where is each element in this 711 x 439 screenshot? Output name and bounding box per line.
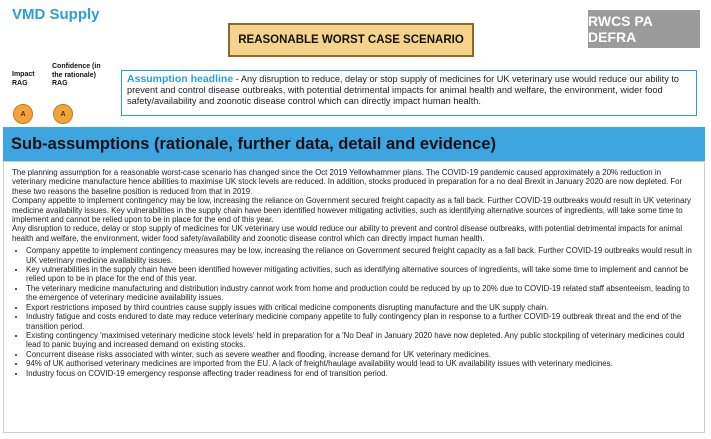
sub-assumptions-heading: Sub-assumptions (rationale, further data, detail and evidence) [3, 127, 705, 161]
evidence-item: • Industry fatigue and costs endured to date may reduce veterinary medicine company appetite to fully contingency plan in response to a further COVID-19 outbreak threat and the end of the transition period. [26, 312, 696, 331]
rationale-paragraph: Company appetite to implement contingency may be low, increasing the reliance on Government secured freight capacity as a fall back. Further COVID-19 outbreaks would result in UK veterinary medicine availability issues. Key vulnerabilities in the supply chain have been identified however mitigating activities, such as identifying alternative sources of ingredients, will take some time to implement and cannot be relied upon to be in place for the end of this year. [12, 196, 691, 225]
page-title: VMD Supply [12, 6, 100, 23]
rationale-paragraph: Any disruption to reduce, delay or stop supply of medicines for UK veterinary use would reduce our ability to prevent and control disease outbreaks, with potential detrimental impacts for animal health and welfare, the environment, wider food safety/availability and zoonotic disease control which can directly impact human health. [12, 224, 683, 243]
evidence-item: • Concurrent disease risks associated with winter, such as severe weather and flooding, increase demand for UK veterinary medicines. [26, 350, 696, 359]
assumption-headline [121, 70, 697, 116]
impact-rag-label: Impact RAG [12, 71, 35, 87]
rationale-paragraph: The planning assumption for a reasonable worst-case scenario has changed since the Oct 2019 Yellowhammer plans. The COVID-19 pandemic caused approximately a 20% reduction in veterinary medicine manufacture hence abilities to maximise UK stock levels are reduced. In addition, stocks produced in preparation for a no deal Brexit in January 2020 are now depleted. For these two reasons the baseline position is reduced from that in 2019. [12, 168, 683, 196]
evidence-item: • Export restrictions imposed by third countries cause supply issues with critical medicine components disrupting manufacture and the UK supply chain. [26, 303, 696, 312]
sub-assumptions-content [3, 161, 705, 433]
evidence-item: • 94% of UK authorised veterinary medicines are imported from the EU. A lack of freight/haulage availability would lead to UK availability issues with veterinary medicines. [26, 359, 696, 368]
owner-tag: RWCS PA DEFRA [588, 10, 700, 48]
impact-rag-indicator: A [13, 104, 33, 124]
evidence-item: • The veterinary medicine manufacturing and distribution industry cannot work from home and production could be reduced by up to 20% due to COVID-19 related staff absenteeism, leading to the emergence of veterinary medicine availability issues. [26, 284, 696, 303]
scenario-banner: REASONABLE WORST CASE SCENARIO [228, 23, 474, 57]
confidence-rag-label: Confidence (in the rationale) RAG [52, 63, 101, 87]
assumption-headline-label: Assumption headline [127, 73, 234, 85]
evidence-item: • Company appetite to implement contingency measures may be low, increasing the reliance on Government secured freight capacity as a fall back. Further COVID-19 outbreaks would result in UK veterinary medicine availability issues. [26, 246, 696, 265]
confidence-rag-indicator: A [53, 104, 73, 124]
assumption-headline-text: - Any disruption to reduce, delay or stop supply of medicines for UK veterinary use would reduce our ability to prevent and control disease outbreaks, with potential detrimental impacts for animal health and welfare, the environment, wider food safety/availability and zoonotic disease control which can directly impact human health. [127, 74, 680, 107]
evidence-item: • Existing contingency 'maximised veterinary medicine stock levels' held in preparation for a 'No Deal' in January 2020 have now depleted. Any public stockpiling of veterinary medicines could lead to panic buying and increased demand on existing stocks. [26, 331, 696, 350]
evidence-list [12, 246, 696, 378]
evidence-item: • Industry focus on COVID-19 emergency response affecting trader readiness for end of transition period. [26, 369, 696, 378]
evidence-item: • Key vulnerabilities in the supply chain have been identified however mitigating activities, such as identifying alternative sources of ingredients, will take some time to implement and cannot be relied upon to be in place for the end of this year. [26, 265, 696, 284]
